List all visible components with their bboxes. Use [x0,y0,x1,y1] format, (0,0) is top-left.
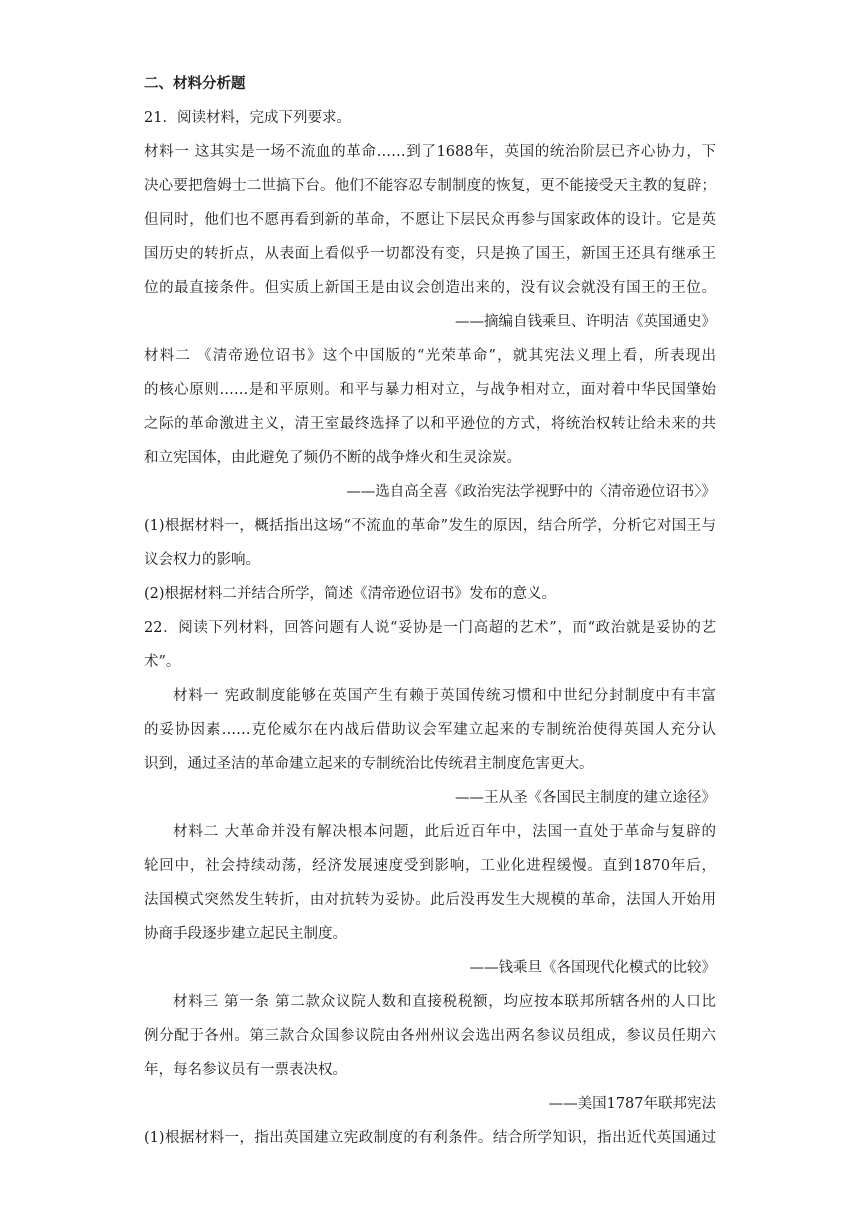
q22-material3-line: 年，每名参议员有一票表决权。 [144,1062,347,1078]
question-22-stem: 22．阅读下列材料，回答问题有人说“妥协是一门高超的艺术”，而“政治就是妥协的艺 [144,620,716,636]
q22-subquestion-1: (1)根据材料一，指出英国建立宪政制度的有利条件。结合所学知识，指出近代英国通过 [144,1130,716,1146]
q21-material1-source: ——摘编自钱乘旦、许明洁《英国通史》 [455,314,716,330]
q21-material2-line: 之际的革命激进主义，清王室最终选择了以和平逊位的方式，将统治权转让给未来的共 [144,416,716,432]
q22-material3-line: 例分配于各州。第三款合众国参议院由各州州议会选出两名参议员组成，参议员任期六 [144,1028,716,1044]
q21-material2-line: 和立宪国体，由此避免了频仍不断的战争烽火和生灵涂炭。 [144,450,521,466]
q21-subquestion-1: 议会权力的影响。 [144,552,260,568]
question-21-stem: 21．阅读材料，完成下列要求。 [144,110,351,126]
q22-material1-line: 材料一 宪政制度能够在英国产生有赖于英国传统习惯和中世纪分封制度中有丰富 [173,688,716,704]
q22-material3-line: 材料三 第一条 第二款众议院人数和直接税税额，均应按本联邦所辖各州的人口比 [173,994,716,1010]
q21-material1-line: 材料一 这其实是一场不流血的革命……到了1688年，英国的统治阶层已齐心协力，下 [144,144,716,160]
q21-subquestion-1: (1)根据材料一，概括指出这场“不流血的革命”发生的原因，结合所学，分析它对国王与 [144,518,716,534]
q22-material2-line: 法国模式突然发生转折，由对抗转为妥协。此后没再发生大规模的革命，法国人开始用 [144,892,716,908]
q21-material1-line: 国历史的转折点，从表面上看似乎一切都没有变，只是换了国王，新国王还具有继承王 [144,246,716,262]
q21-material2-source: ——选自高全喜《政治宪法学视野中的〈清帝逊位诏书〉》 [346,484,716,500]
q22-material1-line: 识到，通过圣洁的革命建立起来的专制统治比传统君主制度危害更大。 [144,756,594,772]
q21-material1-line: 位的最直接条件。但实质上新国王是由议会创造出来的，没有议会就没有国王的王位。 [144,280,716,296]
q22-material2-source: ——钱乘旦《各国现代化模式的比较》 [469,960,716,976]
section-title: 二、材料分析题 [144,75,246,92]
q21-material2-line: 材料二 《清帝逊位诏书》这个中国版的“光荣革命”，就其宪法义理上看，所表现出 [144,348,716,364]
q21-subquestion-2: (2)根据材料二并结合所学，简述《清帝逊位诏书》发布的意义。 [144,586,557,602]
question-22-stem: 术”。 [144,654,181,670]
q21-material1-line: 但同时，他们也不愿再看到新的革命，不愿让下层民众再参与国家政体的设计。它是英 [144,212,716,228]
q21-material1-line: 决心要把詹姆士二世搞下台。他们不能容忍专制制度的恢复，更不能接受天主教的复辟； [144,178,716,194]
q22-material2-line: 轮回中，社会持续动荡，经济发展速度受到影响，工业化进程缓慢。直到1870年后， [144,858,716,874]
q22-material3-source: ——美国1787年联邦宪法 [548,1096,716,1112]
q22-material2-line: 协商手段逐步建立起民主制度。 [144,926,347,942]
q22-material1-line: 的妥协因素……克伦威尔在内战后借助议会军建立起来的专制统治使得英国人充分认 [144,722,716,738]
q22-material1-source: ——王从圣《各国民主制度的建立途径》 [455,790,716,806]
q22-material2-line: 材料二 大革命并没有解决根本问题，此后近百年中，法国一直处于革命与复辟的 [173,824,716,840]
q21-material2-line: 的核心原则……是和平原则。和平与暴力相对立，与战争相对立，面对着中华民国肇始 [144,382,716,398]
